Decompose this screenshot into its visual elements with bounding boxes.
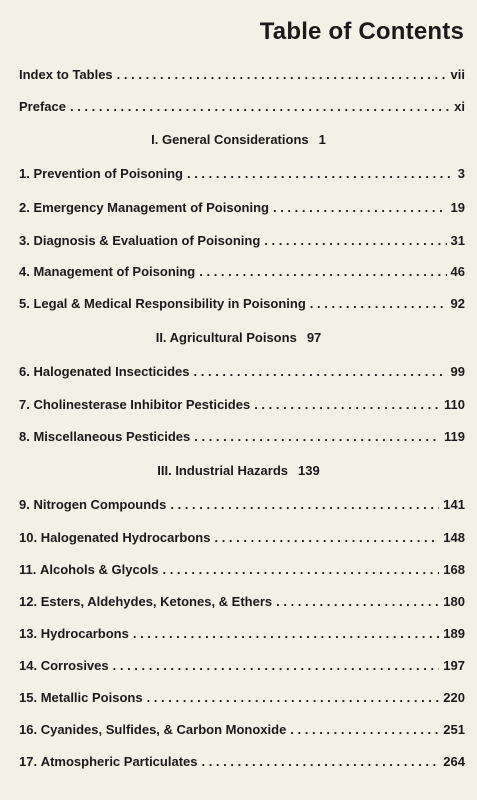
toc-entry-chapter-11[interactable] [19,562,465,577]
toc-entry-page: 197 [443,658,465,673]
chapter-number: 17. [19,754,38,769]
dot-leader [147,690,440,705]
chapter-number: 6. [19,364,30,379]
section-heading-general-considerations [0,132,477,147]
toc-entry-page: 148 [443,530,465,545]
toc-entry-page: 92 [450,296,465,311]
chapter-number: 1. [19,166,30,181]
section-heading-page: 1 [318,132,326,147]
toc-entry-label: Corrosives [40,658,109,673]
toc-entry-page: 141 [443,497,465,512]
chapter-number: 13. [19,626,38,641]
dot-leader [113,658,440,673]
chapter-number: 16. [19,722,38,737]
toc-entry-label: Nitrogen Compounds [33,497,167,512]
toc-entry-chapter-9[interactable] [19,497,465,512]
toc-entry-page: 251 [443,722,465,737]
toc-entry-page: 31 [450,233,465,248]
toc-entry-label: Emergency Management of Poisoning [33,200,269,215]
dot-leader [187,166,454,181]
toc-entry-chapter-2[interactable] [19,200,465,215]
dot-leader [194,429,440,444]
toc-entry-chapter-5[interactable] [19,296,465,311]
toc-entry-preface[interactable] [19,99,465,114]
toc-entry-page: 220 [443,690,465,705]
toc-entry-page: 99 [450,364,465,379]
section-heading-text: I. General Considerations [151,132,309,147]
toc-entry-label: Cyanides, Sulfides, & Carbon Monoxide [40,722,287,737]
dot-leader [117,67,447,82]
chapter-number: 14. [19,658,38,673]
dot-leader [162,562,439,577]
toc-entry-label: Cholinesterase Inhibitor Pesticides [33,397,251,412]
toc-entry-label: Legal & Medical Responsibility in Poisoning [33,296,306,311]
toc-entry-page: 46 [450,264,465,279]
toc-entry-chapter-4[interactable] [19,264,465,279]
dot-leader [70,99,450,114]
dot-leader [170,497,439,512]
page-title: Table of Contents [259,18,464,45]
toc-entry-page: 3 [457,166,465,181]
section-heading-industrial-hazards [0,463,477,478]
chapter-number: 15. [19,690,38,705]
chapter-number: 11. [19,562,37,577]
toc-entry-chapter-12[interactable] [19,594,465,609]
toc-entry-chapter-1[interactable] [19,166,465,181]
toc-entry-page: 19 [450,200,465,215]
chapter-number: 12. [19,594,38,609]
section-heading-text: II. Agricultural Poisons [155,330,297,345]
toc-entry-chapter-13[interactable] [19,626,465,641]
toc-entry-page: vii [450,67,465,82]
toc-entry-page: 168 [443,562,465,577]
section-heading-text: III. Industrial Hazards [157,463,289,478]
toc-entry-chapter-15[interactable] [19,690,465,705]
toc-entry-label: Preface [19,99,66,114]
toc-entry-page: 119 [444,429,465,444]
chapter-number: 3. [19,233,30,248]
dot-leader [133,626,439,641]
chapter-number: 5. [19,296,30,311]
toc-entry-label: Metallic Poisons [40,690,143,705]
dot-leader [194,364,447,379]
dot-leader [290,722,439,737]
chapter-number: 4. [19,264,30,279]
chapter-number: 9. [19,497,30,512]
chapter-number: 2. [19,200,30,215]
dot-leader [254,397,440,412]
toc-entry-page: 180 [443,594,465,609]
toc-entry-page: 264 [443,754,465,769]
dot-leader [214,530,439,545]
chapter-number: 7. [19,397,30,412]
toc-entry-label: Prevention of Poisoning [33,166,183,181]
toc-entry-label: Hydrocarbons [40,626,129,641]
toc-entry-chapter-16[interactable] [19,722,465,737]
toc-entry-label: Index to Tables [19,67,113,82]
toc-entry-page: 110 [444,397,465,412]
dot-leader [310,296,447,311]
toc-entry-chapter-17[interactable] [19,754,465,769]
toc-entry-chapter-14[interactable] [19,658,465,673]
toc-entry-chapter-3[interactable] [19,233,465,248]
toc-entry-chapter-7[interactable] [19,397,465,412]
toc-entry-chapter-8[interactable] [19,429,465,444]
dot-leader [276,594,439,609]
toc-entry-label: Management of Poisoning [33,264,196,279]
dot-leader [201,754,439,769]
section-heading-page: 97 [306,330,322,345]
toc-entry-label: Alcohols & Glycols [39,562,159,577]
toc-entry-label: Halogenated Insecticides [33,364,190,379]
toc-entry-label: Diagnosis & Evaluation of Poisoning [33,233,261,248]
dot-leader [264,233,446,248]
chapter-number: 10. [19,530,38,545]
toc-entry-chapter-10[interactable] [19,530,465,545]
toc-entry-label: Atmospheric Particulates [40,754,198,769]
toc-entry-label: Miscellaneous Pesticides [33,429,191,444]
toc-entry-index-to-tables[interactable] [19,67,465,82]
chapter-number: 8. [19,429,30,444]
section-heading-page: 139 [298,463,320,478]
toc-entry-page: 189 [443,626,465,641]
toc-entry-label: Esters, Aldehydes, Ketones, & Ethers [40,594,273,609]
toc-entry-label: Halogenated Hydrocarbons [40,530,211,545]
toc-entry-page: xi [454,99,465,114]
dot-leader [199,264,446,279]
toc-entry-chapter-6[interactable] [19,364,465,379]
section-heading-agricultural-poisons [0,330,477,345]
dot-leader [273,200,447,215]
